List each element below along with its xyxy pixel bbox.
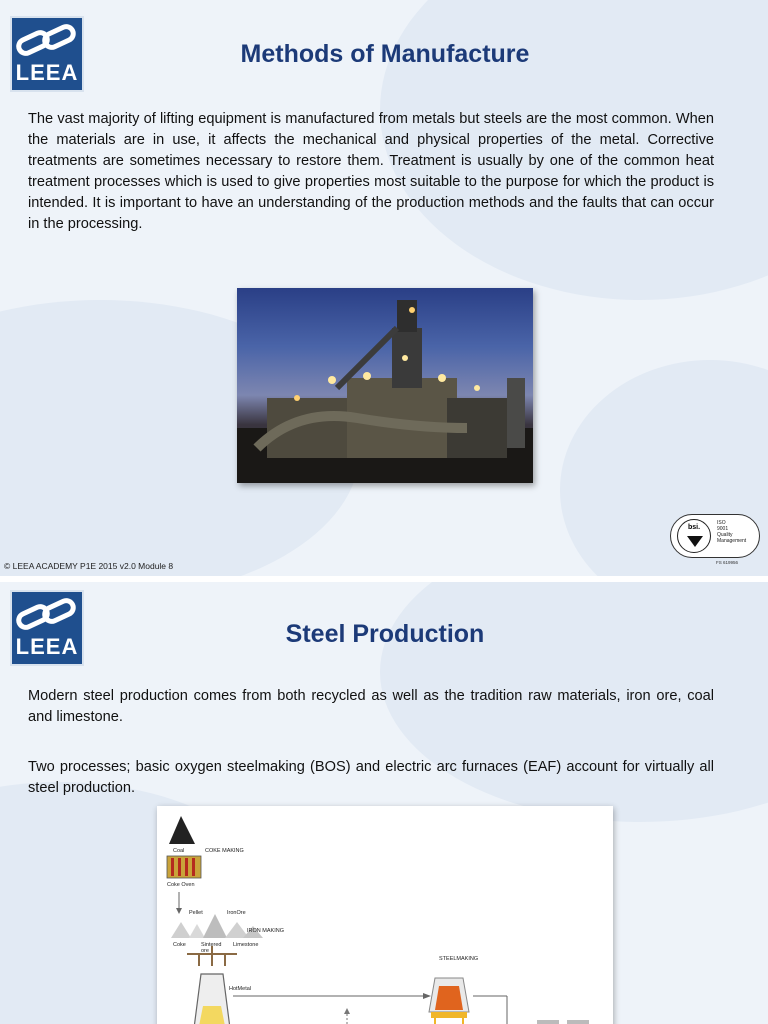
slide-title: Steel Production: [285, 620, 485, 648]
iso-certification-badge: [670, 514, 760, 558]
body-paragraph: Two processes; basic oxygen steelmaking (BOS) and electric arc furnaces (EAF) account for virtually all steel production.: [28, 759, 714, 796]
diagram-label: Limestone: [233, 942, 259, 948]
body-paragraph: The vast majority of lifting equipment is manufactured from metals but steels are the most common. When the materials are in use, it affects the mechanical and physical properties of the metal. Corrective treatments are sometimes necessary to restore them. Treatment is usually by one of the common heat treatment processes which is used to give properties most suitable to the purpose for which the product is intended. It is important to have an understanding of the production methods and the faults that can occur in the processing.: [28, 111, 714, 232]
steel-plant-illustration: [237, 288, 533, 483]
diagram-label: Coke: [173, 942, 186, 948]
cert-line: Management: [717, 538, 747, 544]
diagram-label: Pellet: [189, 910, 203, 916]
cert-text: [717, 520, 746, 544]
slide-steel-production: [0, 582, 768, 1024]
diagram-label: Coal: [173, 848, 185, 854]
logo-text: LEEA: [15, 634, 79, 659]
cert-line: Quality: [717, 532, 733, 538]
body-paragraph: Modern steel production comes from both recycled as well as the tradition raw materials, iron ore, coal and limestone.: [28, 688, 714, 725]
chain-link-icon: [16, 596, 78, 636]
heart-mark-icon: [678, 520, 712, 554]
steel-plant-photo: [237, 288, 533, 483]
diagram-label: Sintered ore: [201, 942, 222, 954]
leea-logo: [10, 16, 84, 92]
diagram-label: STEELMAKING: [439, 956, 479, 962]
footer-copyright: © LEEA ACADEMY P1E 2015 v2.0 Module 8: [4, 561, 174, 571]
bsi-kitemark-icon: [677, 519, 711, 553]
diagram-label: HotMetal: [229, 986, 252, 992]
diagram-label: IRON MAKING: [247, 928, 284, 934]
cert-code: FS 619956: [716, 560, 739, 565]
diagram-label: IronOre: [227, 910, 246, 916]
cert-line: 9001: [717, 526, 729, 532]
steel-production-diagram: [157, 806, 613, 1024]
slide-title: Methods of Manufacture: [240, 40, 530, 68]
logo-text: LEEA: [15, 60, 79, 85]
diagram-label: Coke Oven: [167, 882, 195, 888]
chain-link-icon: [16, 22, 78, 62]
leea-logo: [10, 590, 84, 666]
diagram-label: COKE MAKING: [205, 848, 244, 854]
process-flow-drawing: [157, 806, 613, 1024]
cert-brand: bsi.: [687, 524, 701, 531]
cert-line: ISO: [717, 520, 726, 526]
